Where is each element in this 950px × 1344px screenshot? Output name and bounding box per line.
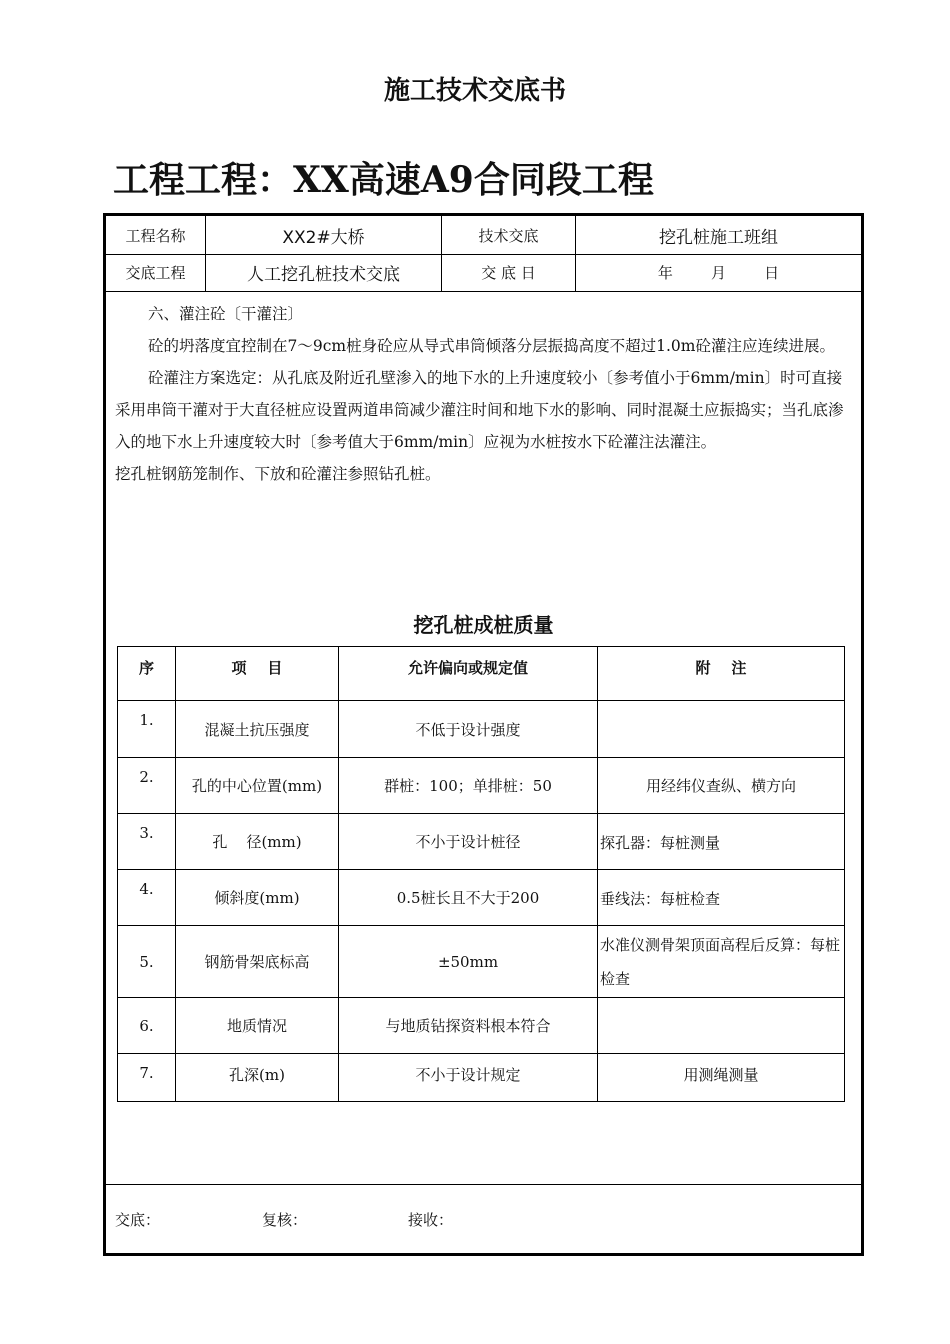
row-note: 垂线法：每桩检查 bbox=[598, 870, 845, 926]
row-no: 6. bbox=[118, 998, 176, 1054]
table-header-row bbox=[118, 647, 845, 701]
row-item: 地质情况 bbox=[176, 998, 339, 1054]
table-row bbox=[118, 758, 845, 814]
value-team: 挖孔桩施工班组 bbox=[659, 227, 778, 248]
row-tolerance: 不小于设计规定 bbox=[339, 1054, 598, 1102]
col-header-no: 序 bbox=[118, 647, 176, 701]
row-item: 孔深(m) bbox=[176, 1054, 339, 1102]
row-no: 3. bbox=[118, 814, 176, 870]
row-no: 4. bbox=[118, 870, 176, 926]
signoff-review: 复核： bbox=[262, 1211, 308, 1229]
col-header-note: 附 注 bbox=[598, 647, 845, 701]
disclosure-content bbox=[115, 298, 853, 490]
signoff-handover: 交底： bbox=[115, 1211, 161, 1229]
row-tolerance: 群桩：100；单排桩：50 bbox=[339, 758, 598, 814]
row-tolerance: 与地质钻探资料根本符合 bbox=[339, 998, 598, 1054]
row-item: 倾斜度(mm) bbox=[176, 870, 339, 926]
row-item: 钢筋骨架底标高 bbox=[176, 926, 339, 998]
value-date: 年 月 日 bbox=[657, 264, 780, 282]
row-note: 用测绳测量 bbox=[598, 1054, 845, 1102]
row-note: 用经纬仪查纵、横方向 bbox=[598, 758, 845, 814]
row-note bbox=[598, 998, 845, 1054]
paragraph-slump: 砼的坍落度宜控制在7～9cm桩身砼应从导式串筒倾落分层振捣高度不超过1.0m砼灌注应连续进展。 bbox=[148, 337, 835, 355]
row-no: 2. bbox=[118, 758, 176, 814]
row-item: 孔 径(mm) bbox=[176, 814, 339, 870]
table-row bbox=[118, 1054, 845, 1102]
quality-table bbox=[117, 646, 845, 1102]
row-tolerance: 0.5桩长且不大于200 bbox=[339, 870, 598, 926]
project-title: 工程工程：XX高速A9合同段工程 bbox=[113, 159, 654, 201]
label-disclosure-date: 交 底 日 bbox=[481, 264, 536, 282]
paragraph-cage: 挖孔桩钢筋笼制作、下放和砼灌注参照钻孔桩。 bbox=[115, 465, 441, 483]
table-row bbox=[118, 926, 845, 998]
row-no: 1. bbox=[118, 701, 176, 758]
row-tolerance: 不低于设计强度 bbox=[339, 701, 598, 758]
col-header-item: 项 目 bbox=[176, 647, 339, 701]
row-note: 水准仪测骨架顶面高程后反算：每桩检查 bbox=[598, 926, 845, 998]
quality-table-title: 挖孔桩成桩质量 bbox=[413, 613, 554, 637]
table-row bbox=[118, 870, 845, 926]
table-row bbox=[118, 814, 845, 870]
label-tech-disclosure: 技术交底 bbox=[478, 226, 539, 245]
value-disclosure-work: 人工挖孔桩技术交底 bbox=[247, 265, 400, 285]
row-item: 孔的中心位置(mm) bbox=[176, 758, 339, 814]
row-no: 5. bbox=[118, 926, 176, 998]
header-row-2 bbox=[106, 254, 861, 292]
label-project-name: 工程名称 bbox=[125, 226, 186, 245]
signoff-receive: 接收： bbox=[408, 1211, 454, 1229]
row-note: 探孔器：每桩测量 bbox=[598, 814, 845, 870]
row-tolerance: 不小于设计桩径 bbox=[339, 814, 598, 870]
table-row bbox=[118, 701, 845, 758]
row-tolerance: ±50mm bbox=[339, 926, 598, 998]
signoff-divider bbox=[106, 1184, 861, 1185]
row-note bbox=[598, 701, 845, 758]
col-header-tolerance: 允许偏向或规定值 bbox=[339, 647, 598, 701]
row-no: 7. bbox=[118, 1054, 176, 1102]
value-project-name: XX2#大桥 bbox=[282, 227, 365, 248]
document-title: 施工技术交底书 bbox=[383, 76, 566, 106]
header-row-1 bbox=[106, 216, 861, 255]
paragraph-pouring-scheme: 砼灌注方案选定：从孔底及附近孔壁渗入的地下水的上升速度较小〔参考值小于6mm/min〕时可直接采用串筒干灌对于大直径桩应设置两道串筒减少灌注时间和地下水的影响、同时混凝土应振捣实；当孔底渗入的地下水上升速度较大时〔参考值大于6mm/min〕应视为水桩按水下砼灌注法灌注。 bbox=[115, 369, 844, 451]
table-row bbox=[118, 998, 845, 1054]
section-heading: 六、灌注砼〔干灌注〕 bbox=[148, 305, 304, 323]
disclosure-form bbox=[103, 213, 864, 1256]
row-item: 混凝土抗压强度 bbox=[176, 701, 339, 758]
label-disclosure-work: 交底工程 bbox=[125, 264, 186, 282]
